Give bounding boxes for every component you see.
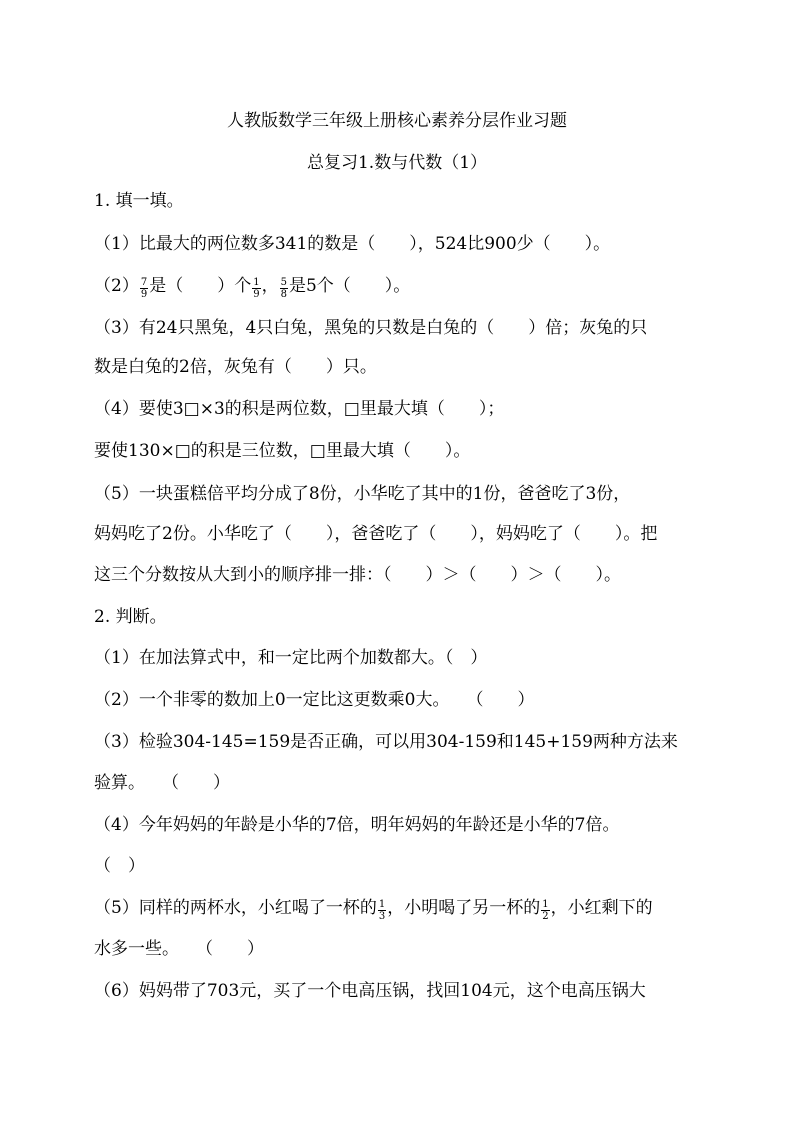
s2-question-2: （2）一个非零的数加上0一定比这更数乘0大。 （ ） [94, 690, 535, 710]
section-1-heading: 1. 填一填。 [94, 191, 184, 211]
s2-question-5-line-2: 水多一些。 （ ） [94, 939, 264, 959]
s1-question-1: （1）比最大的两位数多341的数是（ ），524比900少（ ）。 [94, 234, 611, 254]
s1-question-4-line-2: 要使130×□的积是三位数，□里最大填（ ）。 [94, 441, 471, 461]
page-title: 人教版数学三年级上册核心素养分层作业习题 [227, 111, 567, 131]
fraction-1-9: $\frac{1}{9}$ [253, 276, 260, 300]
fraction-5-8: $\frac{5}{8}$ [280, 276, 287, 300]
s1-question-5-line-3: 这三个分数按从大到小的顺序排一排：（ ）＞（ ）＞（ ）。 [94, 565, 621, 585]
s2-question-4-line-1: （4）今年妈妈的年龄是小华的7倍，明年妈妈的年龄还是小华的7倍。 [94, 815, 620, 835]
section-2-heading: 2. 判断。 [94, 607, 167, 627]
fraction-7-9: $\frac{7}{9}$ [140, 276, 148, 300]
s2-question-4-line-2: （ ） [94, 856, 145, 876]
fraction-1-2: $\frac{1}{2}$ [542, 898, 549, 922]
page-subtitle: 总复习1.数与代数（1） [306, 153, 488, 173]
s2-question-6-line-1: （6）妈妈带了703元，买了一个电高压锅，找回104元，这个电高压锅大 [94, 981, 646, 1001]
s1-question-5-line-1: （5）一块蛋糕倍平均分成了8份，小华吃了其中的1份，爸爸吃了3份， [94, 484, 631, 504]
s2-question-5-line-1: （5）同样的两杯水，小红喝了一杯的 $\frac{1}{3}$ ，小明喝了另一杯的 $\frac{1}{2}$ ，小红剩下的 [94, 898, 653, 922]
s1-question-3-line-2: 数是白兔的2倍，灰兔有（ ）只。 [94, 357, 377, 377]
s2-question-1: （1）在加法算式中，和一定比两个加数都大。（ ） [94, 648, 488, 668]
s2-question-3-line-2: 验算。 （ ） [94, 773, 230, 793]
s1-question-5-line-2: 妈妈吃了2份。小华吃了（ ），爸爸吃了（ ），妈妈吃了（ ）。把 [94, 524, 658, 544]
s1-question-3-line-1: （3）有24只黑兔，4只白兔，黑兔的只数是白兔的（ ）倍；灰兔的只 [94, 318, 648, 338]
s2-question-3-line-1: （3）检验304-145=159是否正确，可以用304-159和145+159两种方法来 [94, 732, 678, 752]
s1-question-4-line-1: （4）要使3□×3的积是两位数，□里最大填（ ）； [94, 399, 505, 419]
s1-question-2: （2） $\frac{7}{9}$ 是（ ）个 $\frac{1}{9}$ ， $\frac{5}{8}$ 是5个（ ）。 [94, 276, 411, 300]
fraction-1-3: $\frac{1}{3}$ [378, 898, 386, 922]
